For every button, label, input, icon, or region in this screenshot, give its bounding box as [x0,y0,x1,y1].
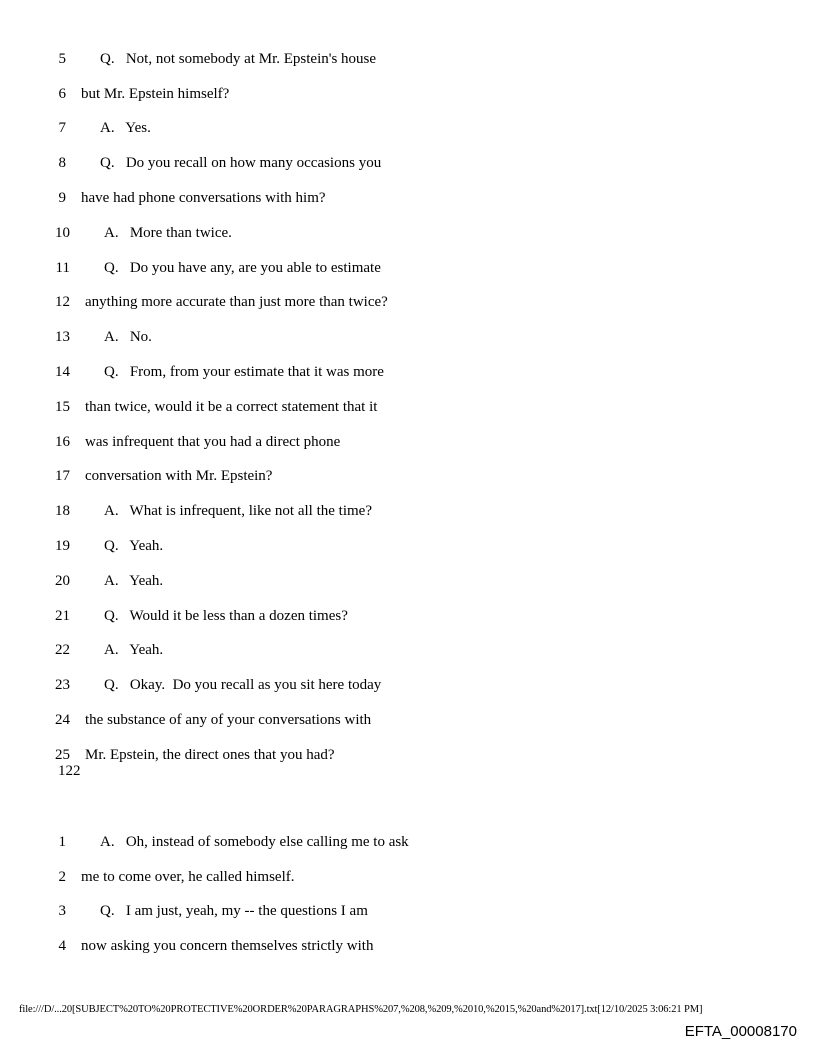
line-text: Mr. Epstein, the direct ones that you had? [85,747,335,763]
line-text: the substance of any of your conversations with [85,712,372,728]
line-text: Q. Do you recall on how many occasions you [100,155,382,171]
line-text: Q. From, from your estimate that it was more [104,364,384,380]
line-number: 6 [58,86,66,102]
line-text: have had phone conversations with him? [81,190,326,206]
bates-number: EFTA_00008170 [684,1023,797,1040]
line-number: 1 [58,834,66,850]
line-text: A. Yeah. [104,642,164,658]
file-path-footer: file:///D/...20[SUBJECT%20TO%20PROTECTIVE%20ORDER%20PARAGRAPHS%207,%208,%209,%2010,%2015,%20and%2017].txt[12/10/2025 3:06:21 PM] [19,1004,703,1015]
line-text: conversation with Mr. Epstein? [85,468,273,484]
line-number: 9 [58,190,66,206]
line-text: Q. Yeah. [104,538,164,554]
line-number: 23 [55,677,70,693]
line-text: me to come over, he called himself. [81,869,295,885]
line-text: Q. Would it be less than a dozen times? [104,608,348,624]
line-number: 3 [58,903,66,919]
line-number: 16 [55,434,70,450]
page-number: 122 [58,763,81,779]
line-number: 5 [58,51,66,67]
line-text: Q. Okay. Do you recall as you sit here today [104,677,382,693]
line-text: was infrequent that you had a direct phone [85,434,341,450]
line-number: 18 [55,503,70,519]
line-number: 4 [58,938,66,954]
line-number: 19 [55,538,70,554]
line-number: 12 [55,294,70,310]
line-number: 21 [55,608,70,624]
line-number: 10 [55,225,70,241]
line-text: than twice, would it be a correct statement that it [85,399,378,415]
line-text: Q. Do you have any, are you able to estimate [104,260,381,276]
line-text: A. Yes. [100,120,151,136]
line-number: 15 [55,399,70,415]
line-text: A. Yeah. [104,573,164,589]
line-number: 2 [58,869,66,885]
line-text: Q. Not, not somebody at Mr. Epstein's house [100,51,377,67]
line-text: A. More than twice. [104,225,232,241]
line-text: now asking you concern themselves strictly with [81,938,374,954]
line-text: but Mr. Epstein himself? [81,86,230,102]
line-number: 24 [55,712,70,728]
line-number: 20 [55,573,70,589]
line-number: 8 [58,155,66,171]
line-number: 11 [55,260,70,276]
line-text: anything more accurate than just more than twice? [85,294,388,310]
line-text: A. No. [104,329,152,345]
line-number: 17 [55,468,70,484]
line-number: 14 [55,364,70,380]
line-number: 25 [55,747,70,763]
line-number: 22 [55,642,70,658]
line-number: 7 [58,120,66,136]
line-number: 13 [55,329,70,345]
line-text: A. What is infrequent, like not all the time? [104,503,372,519]
line-text: Q. I am just, yeah, my -- the questions I am [100,903,368,919]
line-text: A. Oh, instead of somebody else calling me to ask [100,834,409,850]
